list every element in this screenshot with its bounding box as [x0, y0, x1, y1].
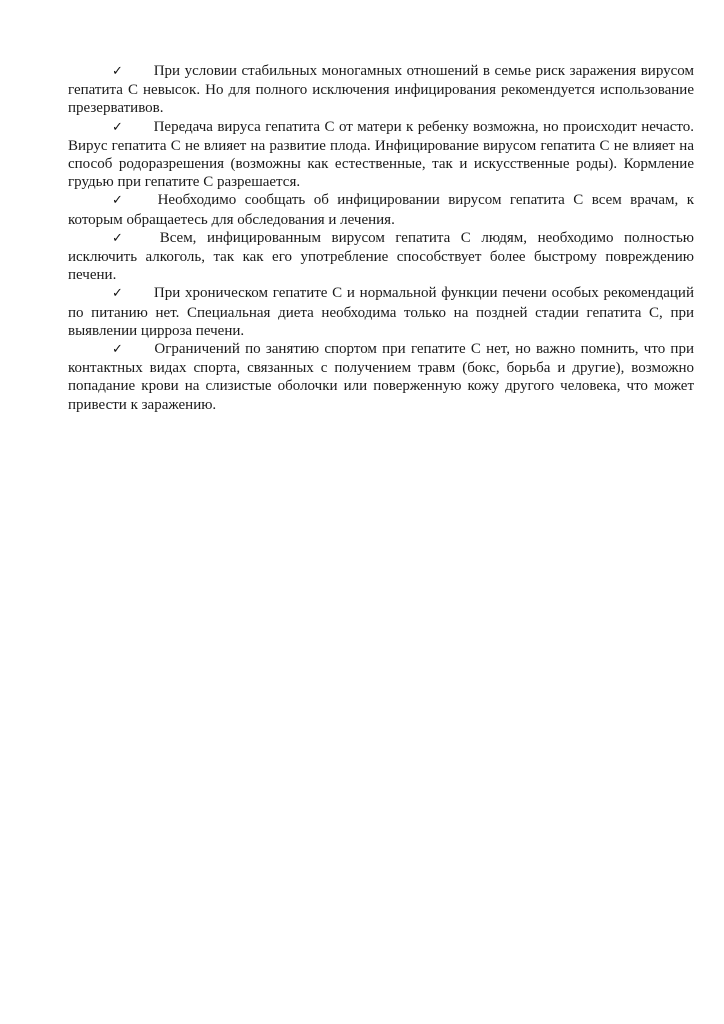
bullet-paragraph: [68, 284, 694, 340]
checkmark-icon: ✓: [112, 230, 130, 246]
paragraph-text: При хроническом гепатите С и нормальной функции печени особых рекомендаций по питанию нет. Специальная диета необходима только на поздней стадии гепатита С, при выявлении цирроза печени.: [68, 285, 694, 339]
bullet-paragraph: [68, 191, 694, 228]
checkmark-icon: ✓: [112, 64, 124, 79]
document-body: [68, 62, 694, 414]
checkmark-icon: ✓: [112, 193, 128, 209]
bullet-paragraph: [68, 340, 694, 414]
paragraph-text: Всем, инфицированным вирусом гепатита С людям, необходимо полностью исключить алкоголь, так как его употребление способствует более быстрому повреждению печени.: [68, 229, 694, 284]
paragraph-text: Ограничений по занятию спортом при гепатите С нет, но важно помнить, что при контактных видах спорта, связанных с получением травм (бокс, борьба и другие), возможно попадание крови на слизистые оболочки или поверженную кожу другого человека, что может привести к заражению.: [68, 341, 694, 413]
bullet-paragraph: [68, 229, 694, 285]
checkmark-icon: ✓: [112, 342, 125, 358]
bullet-paragraph: [68, 62, 694, 118]
paragraph-text: При условии стабильных моногамных отношений в семье риск заражения вирусом гепатита С невысок. Но для полного исключения инфицирования рекомендуется использование презервативов.: [68, 63, 694, 117]
checkmark-icon: ✓: [112, 286, 124, 302]
bullet-paragraph: [68, 118, 694, 192]
paragraph-text: Передача вируса гепатита С от матери к ребенку возможна, но происходит нечасто. Вирус гепатита С не влияет на развитие плода. Инфицирование вирусом гепатита С не влияет на способ родоразрешения (возможны как естественные, так и искусственные роды). Кормление грудью при гепатите С разрешается.: [68, 118, 694, 191]
paragraph-text: Необходимо сообщать об инфицировании вирусом гепатита С всем врачам, к которым обращаетесь для обследования и лечения.: [68, 192, 694, 228]
checkmark-icon: ✓: [112, 119, 124, 135]
